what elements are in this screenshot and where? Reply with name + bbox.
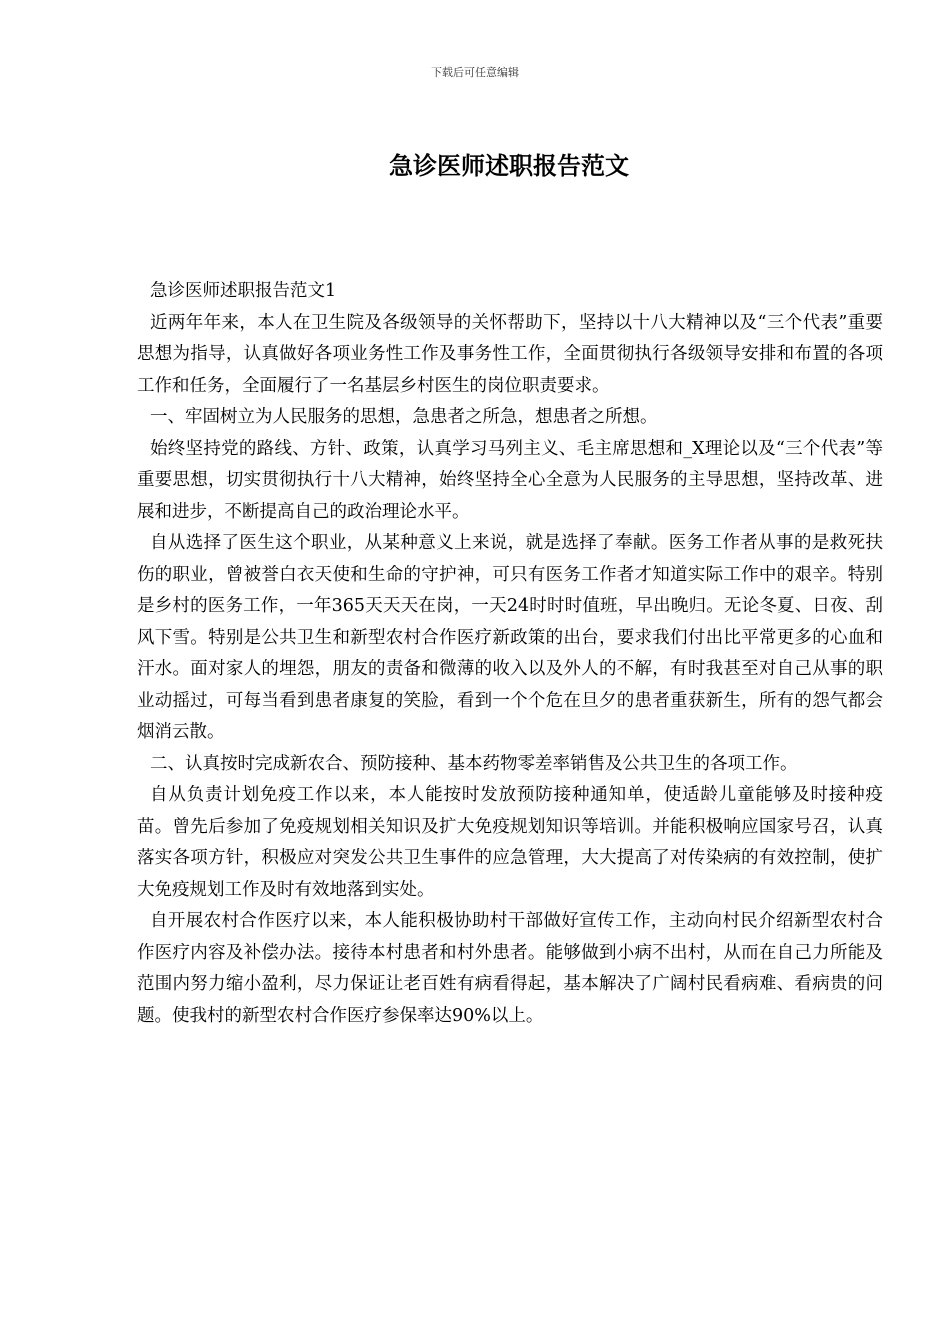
- section-heading: 二、认真按时完成新农合、预防接种、基本药物零差率销售及公共卫生的各项工作。: [150, 753, 798, 774]
- paragraph: 自从负责计划免疫工作以来，本人能按时发放预防接种通知单，使适龄儿童能够及时接种疫苗。曾先后参加了免疫规划相关知识及扩大免疫规划知识等培训。并能积极响应国家号召，认真落实各项方针，积极应对突发公共卫生事件的应急管理，大大提高了对传染病的有效控制，使扩大免疫规划工作及时有效地落到实处。: [137, 785, 883, 900]
- document-title: 急诊医师述职报告范文: [389, 152, 629, 180]
- header-note: 下载后可任意编辑: [431, 66, 519, 79]
- section-heading: 急诊医师述职报告范文1: [150, 281, 337, 301]
- paragraph: 始终坚持党的路线、方针、政策，认真学习马列主义、毛主席思想和_X理论以及“三个代表”等重要思想，切实贯彻执行十八大精神，始终坚持全心全意为人民服务的主导思想，坚持改革、进展和进步，不断提高自己的政治理论水平。: [137, 438, 883, 522]
- paragraph: 自从选择了医生这个职业，从某种意义上来说，就是选择了奉献。医务工作者从事的是救死扶伤的职业，曾被誉白衣天使和生命的守护神，可只有医务工作者才知道实际工作中的艰辛。特别是乡村的医务工作，一年365天天天在岗，一天24时时时值班，早出晚归。无论冬夏、日夜、刮风下雪。特别是公共卫生和新型农村合作医疗新政策的出台，要求我们付出比平常更多的心血和汗水。面对家人的埋怨，朋友的责备和微薄的收入以及外人的不解，有时我甚至对自己从事的职业动摇过，可每当看到患者康复的笑脸，看到一个个危在旦夕的患者重获新生，所有的怨气都会烟消云散。: [137, 533, 883, 742]
- paragraph: 近两年年来，本人在卫生院及各级领导的关怀帮助下，坚持以十八大精神以及“三个代表”重要思想为指导，认真做好各项业务性工作及事务性工作，全面贯彻执行各级领导安排和布置的各项工作和任务，全面履行了一名基层乡村医生的岗位职责要求。: [137, 312, 883, 396]
- paragraph: 自开展农村合作医疗以来，本人能积极协助村干部做好宣传工作，主动向村民介绍新型农村合作医疗内容及补偿办法。接待本村患者和村外患者。能够做到小病不出村，从而在自己力所能及范围内努力缩小盈利，尽力保证让老百姓有病看得起，基本解决了广阔村民看病难、看病贵的问题。使我村的新型农村合作医疗参保率达90%以上。: [137, 911, 883, 1026]
- document-body: [137, 276, 883, 1032]
- section-heading: 一、牢固树立为人民服务的思想，急患者之所急，想患者之所想。: [150, 407, 658, 427]
